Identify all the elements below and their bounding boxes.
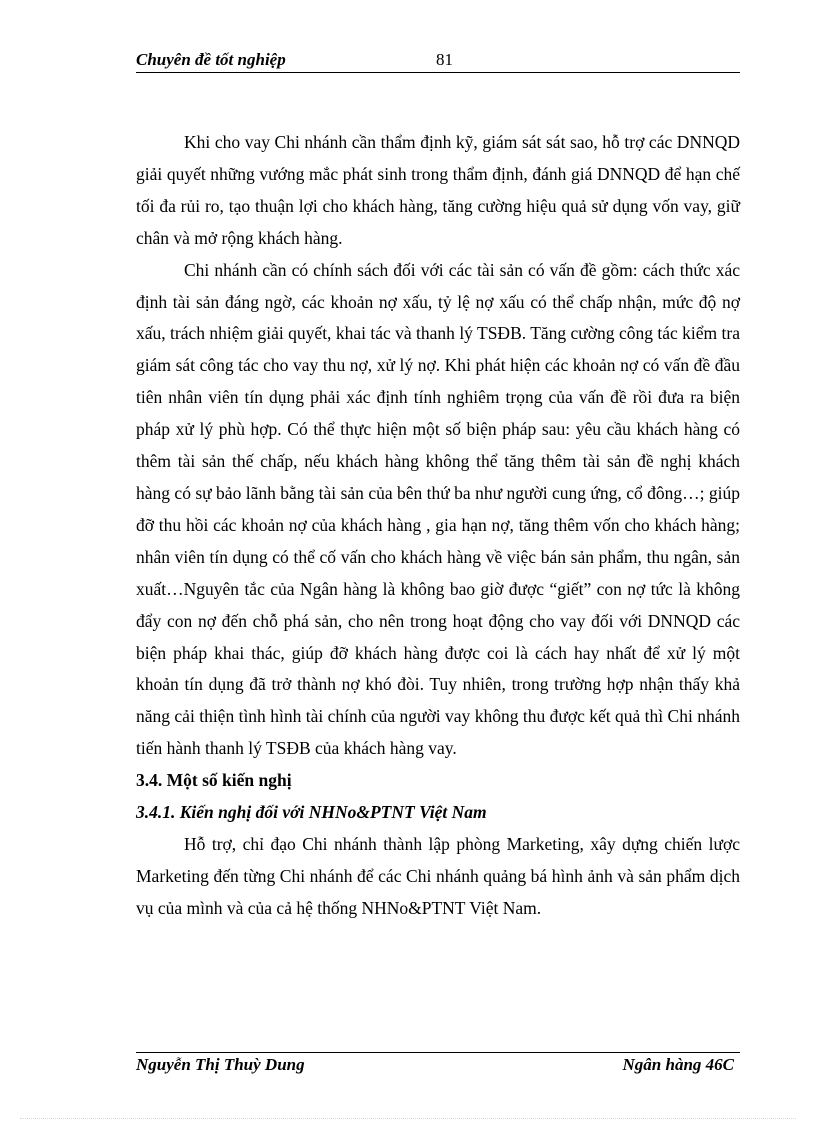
footer-department: Ngân hàng 46C bbox=[622, 1055, 734, 1074]
page-header bbox=[136, 48, 740, 73]
subsection-heading-3-4-1: 3.4.1. Kiến nghị đối với NHNo&PTNT Việt Nam bbox=[136, 802, 487, 823]
page-edge-divider bbox=[20, 1118, 796, 1119]
document-body bbox=[136, 127, 740, 925]
paragraph-1: Khi cho vay Chi nhánh cần thẩm định kỹ, giám sát sát sao, hỗ trợ các DNNQD giải quyết những vướng mắc phát sinh trong thẩm định, đánh giá DNNQD để hạn chế tối đa rủi ro, tạo thuận lợi cho khách hàng, tăng cường hiệu quả sử dụng vốn vay, giữ chân và mở rộng khách hàng. bbox=[136, 132, 740, 248]
paragraph-3: Hỗ trợ, chỉ đạo Chi nhánh thành lập phòng Marketing, xây dựng chiến lược Marketing đến từng Chi nhánh để các Chi nhánh quảng bá hình ảnh và sản phẩm dịch vụ của mình và của cả hệ thống NHNo&PTNT Việt Nam. bbox=[136, 833, 740, 918]
section-heading-3-4: 3.4. Một số kiến nghị bbox=[136, 770, 292, 791]
page-number: 81 bbox=[436, 50, 453, 69]
footer-author: Nguyễn Thị Thuỳ Dung bbox=[136, 1055, 305, 1074]
page-footer bbox=[136, 1052, 740, 1079]
header-title: Chuyên đề tốt nghiệp bbox=[136, 50, 286, 69]
paragraph-2: Chi nhánh cần có chính sách đối với các tài sản có vấn đề gồm: cách thức xác định tài sản đáng ngờ, các khoản nợ xấu, tỷ lệ nợ xấu có thể chấp nhận, mức độ nợ xấu, trách nhiệm giải quyết, khai tác và thanh lý TSĐB. Tăng cường công tác kiểm tra giám sát công tác cho vay thu nợ, xử lý nợ. Khi phát hiện các khoản nợ có vấn đề đầu tiên nhân viên tín dụng phải xác định tính nghiêm trọng của vấn đề rồi đưa ra biện pháp xử lý phù hợp. Có thể thực hiện một số biện pháp sau: yêu cầu khách hàng có thêm tài sản thế chấp, nếu khách hàng không thể tăng thêm tài sản đề nghị khách hàng có sự bảo lãnh bằng tài sản của bên thứ ba như người cung ứng, cổ đông…; giúp đỡ thu hồi các khoản nợ của khách hàng , gia hạn nợ, tăng thêm vốn cho khách hàng; nhân viên tín dụng có thể cố vấn cho khách hàng về việc bán sản phẩm, thu ngân, sản xuất…Nguyên tắc của Ngân hàng là không bao giờ được “giết” con nợ tức là không đẩy con nợ đến chỗ phá sản, cho nên trong hoạt động cho vay đối với DNNQD các biện pháp khai thác, giúp đỡ khách hàng được coi là cách hay nhất để xử lý một khoản tín dụng đã trở thành nợ khó đòi. Tuy nhiên, trong trường hợp nhận thấy khả năng cải thiện tình hình tài chính của người vay không thu được kết quả thì Chi nhánh tiến hành thanh lý TSĐB của khách hàng vay. bbox=[136, 259, 740, 759]
